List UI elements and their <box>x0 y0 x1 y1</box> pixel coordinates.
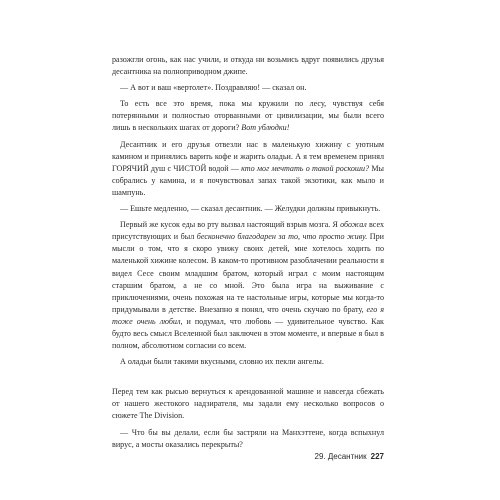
text-span: всех присутствующих и был <box>112 220 384 242</box>
text-span: — Ешьте медленно, — сказал десантник. — Желудки должны привыкнуть. <box>120 204 381 214</box>
text-span: То есть все это время, пока мы кружили по лесу, чувствуя себя потерянными и полностью оторванными от цивилизации, мы были всего лишь в нескольких шагах от дороги? <box>112 99 384 133</box>
italic-text: бесконечно благодарен за то, что просто живу. <box>196 232 368 242</box>
paragraph <box>112 427 384 451</box>
italic-text: Вот ублюдки! <box>241 123 290 133</box>
italic-text: его я тоже очень любил <box>112 304 384 326</box>
text-span: , и подумал, что любовь — удивительное чувство. Как будто весь смысл Вселенной был заключен в этом моменте, и впервые я был в полном, абсолютном согласии со всем. <box>112 316 384 351</box>
section-break <box>112 372 384 386</box>
page-body <box>112 54 384 455</box>
text-span: — Что бы вы делали, если бы застряли на Манхэттене, когда вспыхнул вирус, а мосты оказались перекрыты? <box>112 427 384 449</box>
paragraph <box>112 386 384 422</box>
page-number: 227 <box>370 452 384 461</box>
text-span: При мысли о том, что я скоро увижу своих детей, мне хотелось ходить по маленькой хижине колесом. В каком-то противном разоблачении реальности я видел Сесе своим младшим братом, который играл с моим настоящим старшим братом, а не со мной. Это была игра на выживание с приключениями, очень похожая на те настольные игры, которые мы когда-то придумывали в детстве. Внезапно я понял, что очень скучаю по брату, <box>112 232 384 314</box>
text-span: разожгли огонь, как нас учили, и откуда ни возьмись вдруг появились друзья десантника на полноприводном джипе. <box>112 55 384 77</box>
text-span: — А вот и ваш «вертолет». Поздравляю! — сказал он. <box>120 83 307 93</box>
paragraph <box>112 139 384 199</box>
paragraph <box>112 82 384 94</box>
text-span: Мы собрались у камина, и я почувствовал запах такой экзотики, как мыло и шампунь. <box>112 163 384 197</box>
paragraph <box>112 54 384 78</box>
italic-text: кто мог мечтать о такой роскоши? <box>241 163 370 173</box>
text-span: Первый же кусок еды во рту вызвал настоящий взрыв мозга. Я <box>120 220 341 230</box>
page-footer <box>112 452 384 461</box>
italic-text: обожал <box>340 220 367 230</box>
paragraph <box>112 356 384 368</box>
text-span: Перед тем как рысью вернуться к арендованной машине и навсегда сбежать от нашего жестокого надзирателя, мы задали ему несколько вопросов о сюжете The Division. <box>112 387 384 421</box>
text-span: А оладьи были такими вкусными, словно их пекли ангелы. <box>120 357 324 367</box>
paragraph <box>112 203 384 215</box>
chapter-title: 29. Десантник <box>314 452 367 461</box>
paragraph <box>112 219 384 352</box>
text-span: Десантник и его друзья отвезли нас в маленькую хижину с уютным камином и принялись варить кофе и жарить оладьи. А я тем временем принял ГОРЯЧИЙ душ с ЧИСТОЙ водой — <box>112 139 384 173</box>
paragraph <box>112 98 384 134</box>
